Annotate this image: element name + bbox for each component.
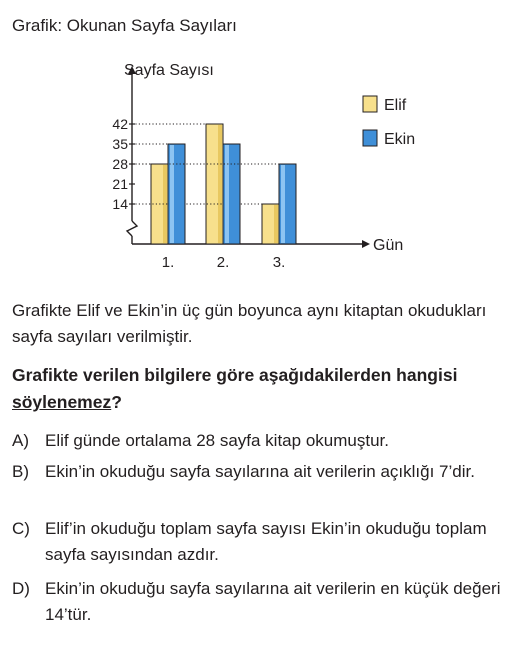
y-tick-label: 42 [112,116,128,132]
x-tick-label: 3. [272,254,286,271]
bar-highlight [170,145,174,243]
option-label: B) [12,462,29,481]
y-tick-label: 35 [112,136,128,152]
bar-shade [218,125,222,243]
option-text: Ekin’in okuduğu sayfa sayılarına ait verilerin açıklığı 7’dir. [45,462,475,481]
y-tick-label: 28 [112,156,128,172]
problem-text: Grafikte Elif ve Ekin’in üç gün boyunca aynı kitaptan okudukları sayfa sayıları verilmiştir. [12,301,487,346]
legend-label-elif: Elif [384,97,407,114]
legend-swatch-ekin [363,130,377,146]
bar-highlight [225,145,229,243]
option-label: A) [12,431,29,450]
option-label: D) [12,579,30,598]
bar-chart [0,0,523,290]
y-tick-label: 21 [112,176,128,192]
x-axis-arrow [362,240,370,248]
x-tick-label: 1. [161,254,175,271]
question-text: Grafikte verilen bilgilere göre aşağıdakilerden hangisi söylenemez? [12,365,458,412]
bar-shade [274,205,278,243]
x-tick-label: 2. [216,254,230,271]
legend-swatch-elif [363,96,377,112]
legend-label-ekin: Ekin [384,131,416,148]
y-axis-label: Sayfa Sayısı [124,62,214,79]
axis-break-mark [127,221,137,236]
figure-title: Grafik: Okunan Sayfa Sayıları [12,16,237,35]
bar-highlight [281,165,285,243]
x-axis-label: Gün [373,237,404,254]
option-text: Elif günde ortalama 28 sayfa kitap okumuştur. [45,431,389,450]
option-text: Elif’in okuduğu toplam sayfa sayısı Ekin’in okuduğu toplam sayfa sayısından azdır. [45,519,487,564]
option-text: Ekin’in okuduğu sayfa sayılarına ait verilerin en küçük değeri 14’tür. [45,579,501,624]
underlined-word: söylenemez [12,392,112,412]
y-tick-label: 14 [112,196,128,212]
option-label: C) [12,519,30,538]
